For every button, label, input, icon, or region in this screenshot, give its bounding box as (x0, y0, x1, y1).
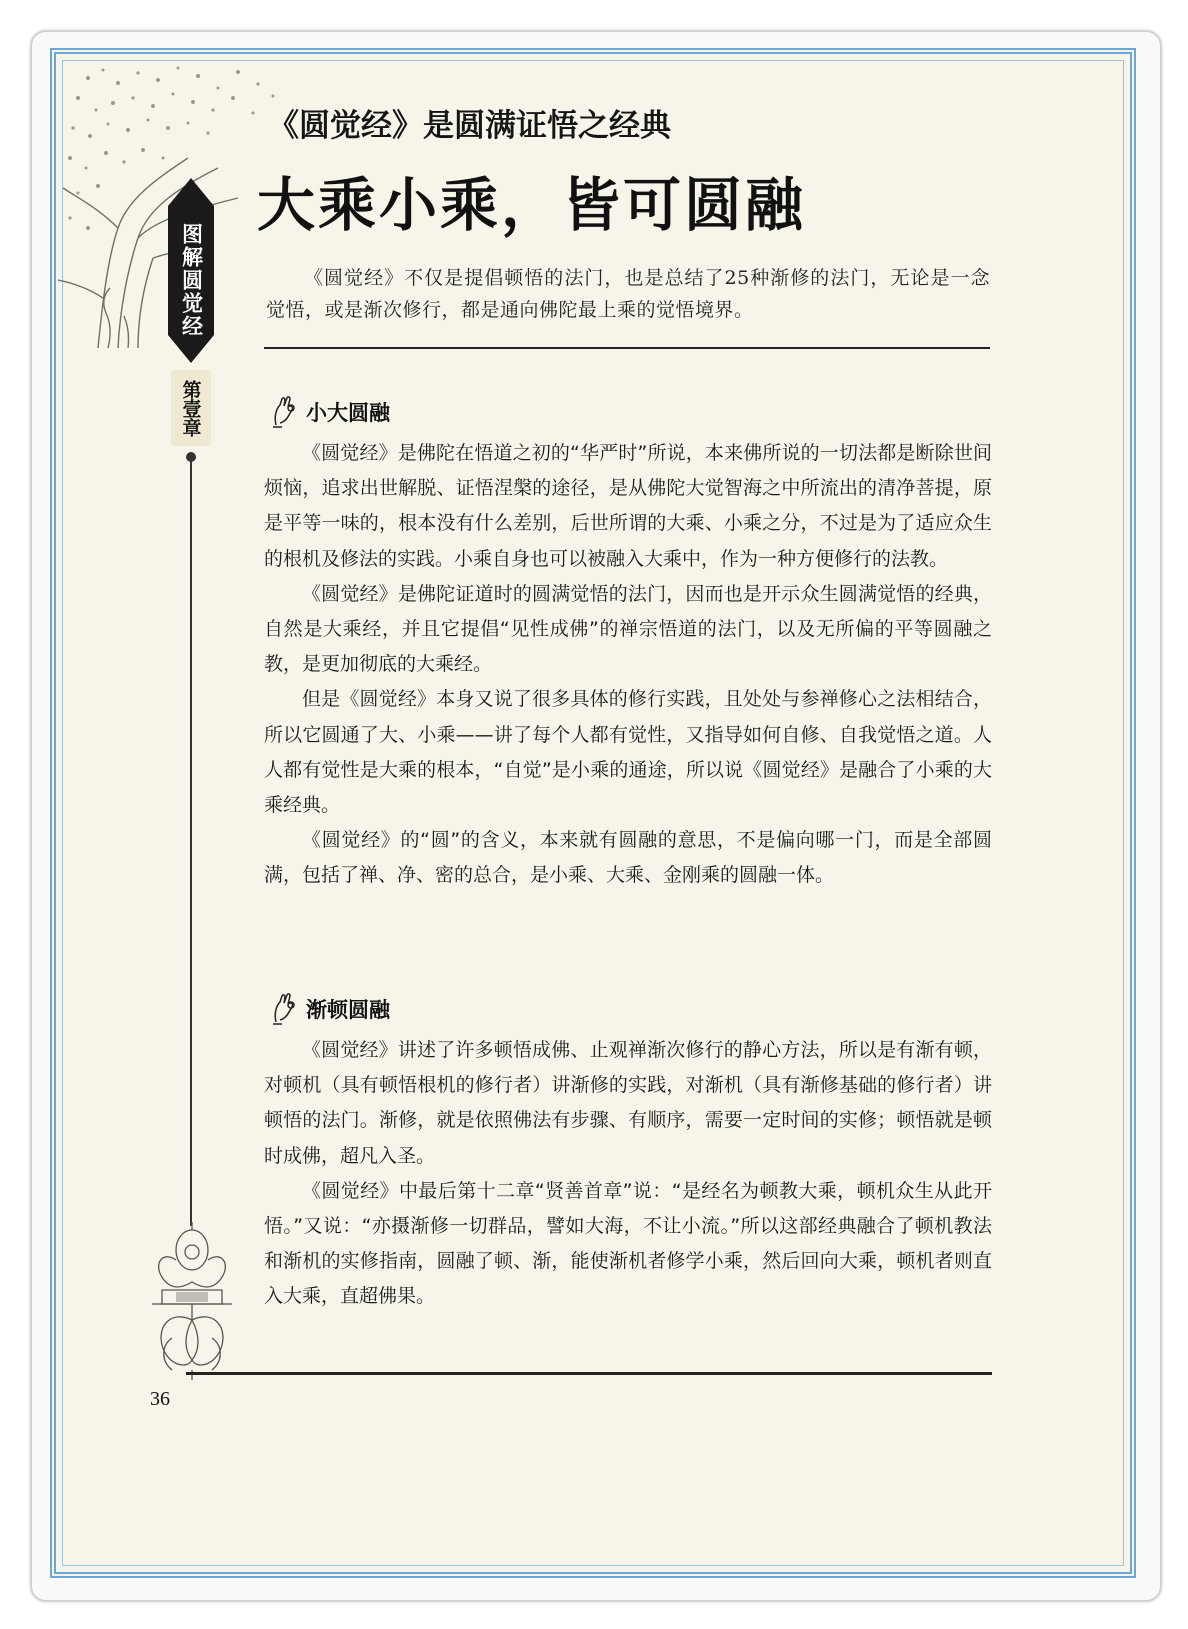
mudra-hand-icon (270, 992, 300, 1026)
bottom-divider (186, 1372, 992, 1375)
paragraph: 《圆觉经》的“圆”的含义，本来就有圆融的意思，不是偏向哪一门，而是全部圆满，包括了禅、净、密的总合，是小乘、大乘、金刚乘的圆融一体。 (264, 829, 992, 887)
chapter-label: 第壹章 (179, 379, 202, 437)
paragraph: 但是《圆觉经》本身又说了很多具体的修行实践，且处处与参禅修心之法相结合，所以它圆通了大、小乘——讲了每个人都有觉性，又指导如何自修、自我觉悟之道。人人都有觉性是大乘的根本，“自觉”是小乘的通途，所以说《圆觉经》是融合了小乘的大乘经典。 (264, 688, 992, 817)
chapter-title-vertical: 图解圆觉经 (179, 222, 204, 338)
top-divider (264, 347, 990, 349)
chapter-subtitle: 《圆觉经》是圆满证悟之经典 (268, 108, 671, 144)
paragraph: 《圆觉经》是佛陀证道时的圆满觉悟的法门，因而也是开示众生圆满觉悟的经典，自然是大乘经，并且它提倡“见性成佛”的禅宗悟道的法门，以及无所偏的平等圆融之教，是更加彻底的大乘经。 (264, 582, 992, 676)
paragraph: 《圆觉经》讲述了许多顿悟成佛、止观禅渐次修行的静心方法，所以是有渐有顿，对顿机（具有顿悟根机的修行者）讲渐修的实践，对渐机（具有渐修基础的修行者）讲顿悟的法门。渐修，就是依照佛法有步骤、有顺序，需要一定时间的实修；顿悟就是顿时成佛，超凡入圣。 (264, 1039, 992, 1167)
section-title: 小大圆融 (306, 401, 390, 425)
vertical-divider (190, 456, 192, 1226)
mudra-hand-icon (270, 395, 300, 429)
paragraph: 《圆觉经》中最后第十二章“贤善首章”说：“是经名为顿教大乘，顿机众生从此开悟。”又说：“亦摄渐修一切群品，譬如大海，不让小流。”所以这部经典融合了顿机教法和渐机的实修指南，圆融了顿、渐，能使渐机者修学小乘，然后回向大乘，顿机者则直入大乘，直超佛果。 (264, 1179, 992, 1308)
section-heading (270, 992, 390, 1026)
page-number: 36 (150, 1388, 170, 1410)
page-title: 大乘小乘，皆可圆融 (257, 171, 807, 239)
lotus-buddha-illustration (142, 1220, 242, 1380)
intro-paragraph: 《圆觉经》不仅是提倡顿悟的法门，也是总结了25种渐修的法门，无论是一念觉悟，或是渐次修行，都是通向佛陀最上乘的觉悟境界。 (266, 267, 990, 321)
section-heading (270, 395, 390, 429)
paragraph: 《圆觉经》是佛陀在悟道之初的“华严时”所说，本来佛所说的一切法都是断除世间烦恼，追求出世解脱、证悟涅槃的途径，是从佛陀大觉智海之中所流出的清净菩提，原是平等一味的，根本没有什么差别，后世所谓的大乘、小乘之分，不过是为了适应众生的根机及修法的实践。小乘自身也可以被融入大乘中，作为一种方便修行的法教。 (264, 442, 992, 570)
section-title: 渐顿圆融 (306, 998, 390, 1022)
section-body (264, 1033, 992, 1315)
section-body (264, 436, 992, 894)
